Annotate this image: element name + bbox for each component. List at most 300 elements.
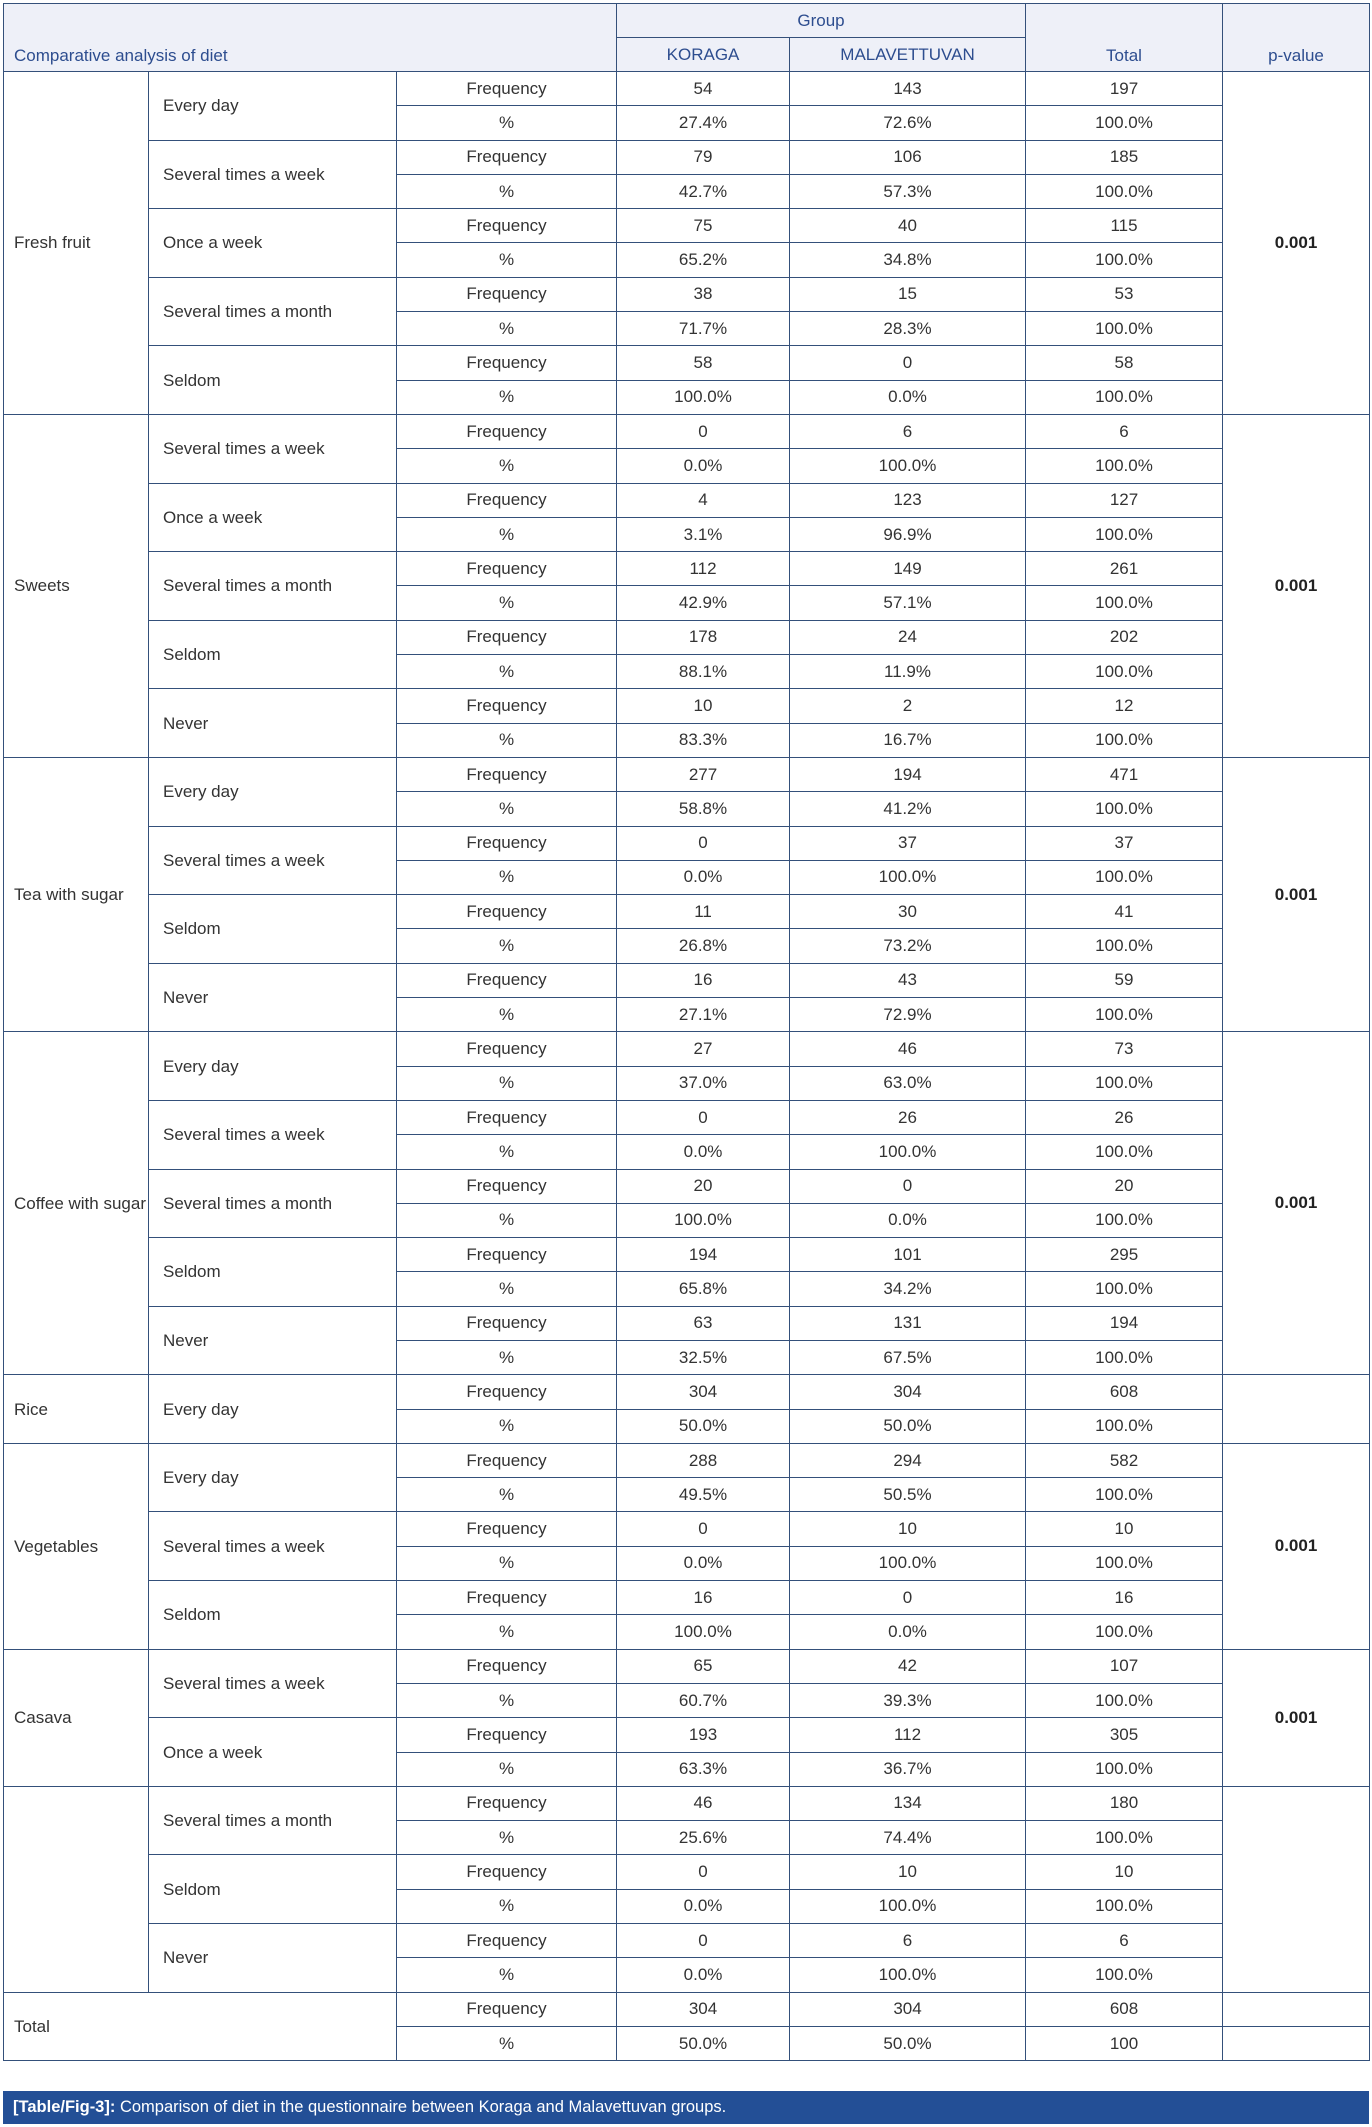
table-row bbox=[4, 72, 1370, 106]
stat-label-cell: Frequency bbox=[397, 1100, 617, 1134]
frequency-cell: Every day bbox=[149, 1375, 397, 1444]
malavettuvan-value: 73.2% bbox=[790, 929, 1026, 963]
malavettuvan-value: 10 bbox=[790, 1855, 1026, 1889]
malavettuvan-value: 50.5% bbox=[790, 1478, 1026, 1512]
total-value: 471 bbox=[1026, 757, 1223, 791]
stat-label-cell: Frequency bbox=[397, 209, 617, 243]
stat-label-cell: Frequency bbox=[397, 1032, 617, 1066]
total-value: 10 bbox=[1026, 1512, 1223, 1546]
total-value: 12 bbox=[1026, 689, 1223, 723]
diet-comparison-table-container bbox=[3, 3, 1369, 2061]
category-cell bbox=[4, 1786, 149, 1992]
malavettuvan-value: 100.0% bbox=[790, 860, 1026, 894]
koraga-value: 304 bbox=[617, 1375, 790, 1409]
category-cell: Sweets bbox=[4, 414, 149, 757]
koraga-value: 0.0% bbox=[617, 1546, 790, 1580]
koraga-value: 194 bbox=[617, 1238, 790, 1272]
malavettuvan-value: 16.7% bbox=[790, 723, 1026, 757]
malavettuvan-value: 100.0% bbox=[790, 1135, 1026, 1169]
koraga-value: 26.8% bbox=[617, 929, 790, 963]
total-value: 100.0% bbox=[1026, 655, 1223, 689]
total-value: 107 bbox=[1026, 1649, 1223, 1683]
koraga-value: 0 bbox=[617, 1512, 790, 1546]
total-value: 100.0% bbox=[1026, 1889, 1223, 1923]
stat-label-cell: Frequency bbox=[397, 826, 617, 860]
category-cell: Tea with sugar bbox=[4, 757, 149, 1031]
category-cell: Casava bbox=[4, 1649, 149, 1786]
koraga-value: 100.0% bbox=[617, 380, 790, 414]
category-cell: Coffee with sugar bbox=[4, 1032, 149, 1375]
koraga-value: 0 bbox=[617, 414, 790, 448]
table-row bbox=[4, 1649, 1370, 1683]
malavettuvan-value: 0.0% bbox=[790, 380, 1026, 414]
malavettuvan-value: 34.8% bbox=[790, 243, 1026, 277]
total-value: 100.0% bbox=[1026, 1958, 1223, 1992]
malavettuvan-value: 294 bbox=[790, 1443, 1026, 1477]
koraga-value: 65.8% bbox=[617, 1272, 790, 1306]
malavettuvan-value: 123 bbox=[790, 483, 1026, 517]
stat-label-cell: Frequency bbox=[397, 414, 617, 448]
table-row bbox=[4, 1512, 1370, 1546]
stat-label-cell: Frequency bbox=[397, 1649, 617, 1683]
stat-label-cell: % bbox=[397, 1272, 617, 1306]
caption-tag: [Table/Fig-3]: bbox=[13, 2098, 116, 2116]
malavettuvan-value: 96.9% bbox=[790, 517, 1026, 551]
p-value-cell bbox=[1223, 1375, 1370, 1444]
total-value: 100.0% bbox=[1026, 1683, 1223, 1717]
stat-label-cell: Frequency bbox=[397, 552, 617, 586]
frequency-cell: Seldom bbox=[149, 620, 397, 689]
table-row bbox=[4, 1375, 1370, 1409]
table-row bbox=[4, 689, 1370, 723]
malavettuvan-value: 11.9% bbox=[790, 655, 1026, 689]
malavettuvan-value: 72.9% bbox=[790, 998, 1026, 1032]
table-row bbox=[4, 757, 1370, 791]
table-row bbox=[4, 1581, 1370, 1615]
total-value: 41 bbox=[1026, 895, 1223, 929]
total-value: 16 bbox=[1026, 1581, 1223, 1615]
koraga-value: 288 bbox=[617, 1443, 790, 1477]
koraga-value: 37.0% bbox=[617, 1066, 790, 1100]
total-value: 10 bbox=[1026, 1855, 1223, 1889]
stat-label-cell: % bbox=[397, 449, 617, 483]
koraga-value: 178 bbox=[617, 620, 790, 654]
stat-label-cell: Frequency bbox=[397, 140, 617, 174]
total-value: 202 bbox=[1026, 620, 1223, 654]
stat-label-cell: Frequency bbox=[397, 1855, 617, 1889]
malavettuvan-value: 143 bbox=[790, 72, 1026, 106]
frequency-cell: Several times a week bbox=[149, 140, 397, 209]
malavettuvan-value: 131 bbox=[790, 1306, 1026, 1340]
table-row bbox=[4, 1924, 1370, 1958]
total-value: 100.0% bbox=[1026, 1752, 1223, 1786]
stat-label-cell: % bbox=[397, 1821, 617, 1855]
malavettuvan-value: 72.6% bbox=[790, 106, 1026, 140]
koraga-value: 58.8% bbox=[617, 792, 790, 826]
total-value: 59 bbox=[1026, 963, 1223, 997]
table-row bbox=[4, 1238, 1370, 1272]
malavettuvan-value: 42 bbox=[790, 1649, 1026, 1683]
malavettuvan-value: 100.0% bbox=[790, 1958, 1026, 1992]
malavettuvan-value: 2 bbox=[790, 689, 1026, 723]
total-value: 100.0% bbox=[1026, 1821, 1223, 1855]
malavettuvan-value: 40 bbox=[790, 209, 1026, 243]
koraga-value: 0.0% bbox=[617, 1889, 790, 1923]
stat-label-cell: % bbox=[397, 174, 617, 208]
total-value: 100.0% bbox=[1026, 586, 1223, 620]
stat-label-cell: % bbox=[397, 1478, 617, 1512]
total-value: 100.0% bbox=[1026, 1409, 1223, 1443]
koraga-value: 112 bbox=[617, 552, 790, 586]
koraga-value: 11 bbox=[617, 895, 790, 929]
malavettuvan-value: 134 bbox=[790, 1786, 1026, 1820]
table-row bbox=[4, 1786, 1370, 1820]
header-malavettuvan: MALAVETTUVAN bbox=[790, 38, 1026, 72]
koraga-value: 49.5% bbox=[617, 1478, 790, 1512]
table-row bbox=[4, 1718, 1370, 1752]
koraga-value: 75 bbox=[617, 209, 790, 243]
koraga-value: 4 bbox=[617, 483, 790, 517]
total-value: 37 bbox=[1026, 826, 1223, 860]
category-cell: Vegetables bbox=[4, 1443, 149, 1649]
p-value-cell bbox=[1223, 1992, 1370, 2026]
malavettuvan-value: 101 bbox=[790, 1238, 1026, 1272]
malavettuvan-value: 28.3% bbox=[790, 312, 1026, 346]
koraga-value: 32.5% bbox=[617, 1340, 790, 1374]
grand-total: 100 bbox=[1026, 2026, 1223, 2060]
stat-label-cell: % bbox=[397, 1546, 617, 1580]
table-row bbox=[4, 414, 1370, 448]
p-value-cell: 0.001 bbox=[1223, 72, 1370, 415]
stat-label-cell: % bbox=[397, 1340, 617, 1374]
stat-label-cell: Frequency bbox=[397, 483, 617, 517]
stat-label-cell: Frequency bbox=[397, 1375, 617, 1409]
total-value: 100.0% bbox=[1026, 380, 1223, 414]
stat-label-cell: % bbox=[397, 929, 617, 963]
malavettuvan-value: 112 bbox=[790, 1718, 1026, 1752]
stat-label-cell: % bbox=[397, 1409, 617, 1443]
malavettuvan-value: 100.0% bbox=[790, 1889, 1026, 1923]
koraga-value: 0 bbox=[617, 1855, 790, 1889]
malavettuvan-value: 46 bbox=[790, 1032, 1026, 1066]
koraga-value: 83.3% bbox=[617, 723, 790, 757]
total-value: 100.0% bbox=[1026, 1135, 1223, 1169]
koraga-value: 27.4% bbox=[617, 106, 790, 140]
total-value: 100.0% bbox=[1026, 723, 1223, 757]
stat-label-cell: % bbox=[397, 792, 617, 826]
koraga-value: 10 bbox=[617, 689, 790, 723]
total-value: 26 bbox=[1026, 1100, 1223, 1134]
p-value-cell: 0.001 bbox=[1223, 757, 1370, 1031]
koraga-value: 50.0% bbox=[617, 1409, 790, 1443]
frequency-cell: Several times a month bbox=[149, 552, 397, 621]
malavettuvan-value: 50.0% bbox=[790, 1409, 1026, 1443]
total-row bbox=[4, 1992, 1370, 2026]
koraga-value: 16 bbox=[617, 1581, 790, 1615]
total-value: 582 bbox=[1026, 1443, 1223, 1477]
total-value: 100.0% bbox=[1026, 860, 1223, 894]
koraga-value: 88.1% bbox=[617, 655, 790, 689]
total-value: 115 bbox=[1026, 209, 1223, 243]
total-label-cell: Total bbox=[4, 1992, 397, 2061]
koraga-value: 27.1% bbox=[617, 998, 790, 1032]
stat-label-cell: % bbox=[397, 106, 617, 140]
malavettuvan-value: 0 bbox=[790, 1581, 1026, 1615]
malavettuvan-value: 34.2% bbox=[790, 1272, 1026, 1306]
koraga-value: 193 bbox=[617, 1718, 790, 1752]
koraga-value: 71.7% bbox=[617, 312, 790, 346]
table-row bbox=[4, 620, 1370, 654]
malavettuvan-value: 100.0% bbox=[790, 1546, 1026, 1580]
table-row bbox=[4, 1032, 1370, 1066]
frequency-cell: Seldom bbox=[149, 895, 397, 964]
total-value: 20 bbox=[1026, 1169, 1223, 1203]
frequency-cell: Every day bbox=[149, 1443, 397, 1512]
malavettuvan-value: 0.0% bbox=[790, 1615, 1026, 1649]
koraga-value: 27 bbox=[617, 1032, 790, 1066]
frequency-cell: Seldom bbox=[149, 1238, 397, 1307]
malavettuvan-value: 67.5% bbox=[790, 1340, 1026, 1374]
malavettuvan-value: 0.0% bbox=[790, 1203, 1026, 1237]
total-value: 127 bbox=[1026, 483, 1223, 517]
koraga-value: 0.0% bbox=[617, 860, 790, 894]
stat-label-cell: % bbox=[397, 860, 617, 894]
stat-label-cell: Frequency bbox=[397, 1306, 617, 1340]
total-value: 295 bbox=[1026, 1238, 1223, 1272]
malavettuvan-value: 39.3% bbox=[790, 1683, 1026, 1717]
table-row bbox=[4, 209, 1370, 243]
koraga-value: 63 bbox=[617, 1306, 790, 1340]
category-cell: Rice bbox=[4, 1375, 149, 1444]
p-value-cell: 0.001 bbox=[1223, 1443, 1370, 1649]
koraga-value: 42.7% bbox=[617, 174, 790, 208]
frequency-cell: Several times a week bbox=[149, 1100, 397, 1169]
malavettuvan-value: 37 bbox=[790, 826, 1026, 860]
table-row bbox=[4, 552, 1370, 586]
koraga-value: 0 bbox=[617, 826, 790, 860]
koraga-value: 79 bbox=[617, 140, 790, 174]
total-value: 100.0% bbox=[1026, 1066, 1223, 1100]
stat-label-cell: % bbox=[397, 380, 617, 414]
koraga-value: 100.0% bbox=[617, 1203, 790, 1237]
koraga-value: 20 bbox=[617, 1169, 790, 1203]
total-value: 305 bbox=[1026, 1718, 1223, 1752]
frequency-cell: Never bbox=[149, 1306, 397, 1375]
table-caption bbox=[3, 2091, 1369, 2124]
table-row bbox=[4, 895, 1370, 929]
frequency-cell: Several times a month bbox=[149, 1169, 397, 1238]
p-value-cell bbox=[1223, 1786, 1370, 1992]
total-value: 58 bbox=[1026, 346, 1223, 380]
frequency-cell: Every day bbox=[149, 757, 397, 826]
frequency-cell: Several times a week bbox=[149, 414, 397, 483]
malavettuvan-value: 10 bbox=[790, 1512, 1026, 1546]
table-row bbox=[4, 140, 1370, 174]
stat-label-cell: % bbox=[397, 998, 617, 1032]
koraga-value: 0.0% bbox=[617, 1135, 790, 1169]
koraga-value: 58 bbox=[617, 346, 790, 380]
table-row bbox=[4, 346, 1370, 380]
category-cell: Fresh fruit bbox=[4, 72, 149, 415]
stat-label-cell: % bbox=[397, 2026, 617, 2060]
malavettuvan-value: 0 bbox=[790, 1169, 1026, 1203]
malavettuvan-total: 304 bbox=[790, 1992, 1026, 2026]
stat-label-cell: Frequency bbox=[397, 1786, 617, 1820]
stat-label-cell: Frequency bbox=[397, 1443, 617, 1477]
frequency-cell: Never bbox=[149, 1924, 397, 1993]
malavettuvan-value: 149 bbox=[790, 552, 1026, 586]
frequency-cell: Never bbox=[149, 689, 397, 758]
total-value: 197 bbox=[1026, 72, 1223, 106]
koraga-value: 60.7% bbox=[617, 1683, 790, 1717]
total-value: 100.0% bbox=[1026, 1546, 1223, 1580]
stat-label-cell: Frequency bbox=[397, 1992, 617, 2026]
total-value: 100.0% bbox=[1026, 106, 1223, 140]
total-value: 6 bbox=[1026, 414, 1223, 448]
total-value: 100.0% bbox=[1026, 517, 1223, 551]
table-row bbox=[4, 1306, 1370, 1340]
frequency-cell: Once a week bbox=[149, 1718, 397, 1787]
koraga-value: 277 bbox=[617, 757, 790, 791]
frequency-cell: Never bbox=[149, 963, 397, 1032]
stat-label-cell: % bbox=[397, 517, 617, 551]
stat-label-cell: Frequency bbox=[397, 1581, 617, 1615]
header-title: Comparative analysis of diet bbox=[4, 4, 617, 72]
koraga-value: 65.2% bbox=[617, 243, 790, 277]
stat-label-cell: % bbox=[397, 1752, 617, 1786]
malavettuvan-value: 106 bbox=[790, 140, 1026, 174]
total-value: 100.0% bbox=[1026, 929, 1223, 963]
koraga-value: 16 bbox=[617, 963, 790, 997]
koraga-value: 0.0% bbox=[617, 449, 790, 483]
malavettuvan-value: 304 bbox=[790, 1375, 1026, 1409]
table-row bbox=[4, 1169, 1370, 1203]
stat-label-cell: Frequency bbox=[397, 1238, 617, 1272]
frequency-cell: Seldom bbox=[149, 346, 397, 415]
frequency-cell: Once a week bbox=[149, 209, 397, 278]
total-value: 100.0% bbox=[1026, 243, 1223, 277]
total-value: 100.0% bbox=[1026, 1615, 1223, 1649]
stat-label-cell: Frequency bbox=[397, 1512, 617, 1546]
total-value: 180 bbox=[1026, 1786, 1223, 1820]
total-value: 100.0% bbox=[1026, 174, 1223, 208]
stat-label-cell: % bbox=[397, 312, 617, 346]
table-row bbox=[4, 826, 1370, 860]
koraga-value: 25.6% bbox=[617, 1821, 790, 1855]
stat-label-cell: % bbox=[397, 1958, 617, 1992]
malavettuvan-value: 194 bbox=[790, 757, 1026, 791]
stat-label-cell: Frequency bbox=[397, 963, 617, 997]
total-value: 73 bbox=[1026, 1032, 1223, 1066]
stat-label-cell: % bbox=[397, 1066, 617, 1100]
table-row bbox=[4, 483, 1370, 517]
frequency-cell: Several times a week bbox=[149, 1649, 397, 1718]
header-row-1 bbox=[4, 4, 1370, 38]
total-value: 100.0% bbox=[1026, 1478, 1223, 1512]
stat-label-cell: Frequency bbox=[397, 1924, 617, 1958]
total-value: 100.0% bbox=[1026, 998, 1223, 1032]
malavettuvan-value: 100.0% bbox=[790, 449, 1026, 483]
table-header bbox=[4, 4, 1370, 72]
stat-label-cell: % bbox=[397, 586, 617, 620]
frequency-cell: Seldom bbox=[149, 1855, 397, 1924]
total-value: 100.0% bbox=[1026, 792, 1223, 826]
malavettuvan-value: 6 bbox=[790, 414, 1026, 448]
stat-label-cell: % bbox=[397, 655, 617, 689]
header-koraga: KORAGA bbox=[617, 38, 790, 72]
frequency-cell: Every day bbox=[149, 1032, 397, 1101]
table-row bbox=[4, 1443, 1370, 1477]
malavettuvan-value: 24 bbox=[790, 620, 1026, 654]
stat-label-cell: % bbox=[397, 723, 617, 757]
total-value: 53 bbox=[1026, 277, 1223, 311]
malavettuvan-value: 30 bbox=[790, 895, 1026, 929]
total-value: 261 bbox=[1026, 552, 1223, 586]
stat-label-cell: % bbox=[397, 1889, 617, 1923]
malavettuvan-value: 6 bbox=[790, 1924, 1026, 1958]
stat-label-cell: Frequency bbox=[397, 620, 617, 654]
malavettuvan-value: 15 bbox=[790, 277, 1026, 311]
koraga-value: 63.3% bbox=[617, 1752, 790, 1786]
p-value-cell: 0.001 bbox=[1223, 1032, 1370, 1375]
malavettuvan-total: 50.0% bbox=[790, 2026, 1026, 2060]
malavettuvan-value: 57.1% bbox=[790, 586, 1026, 620]
p-value-cell: 0.001 bbox=[1223, 1649, 1370, 1786]
frequency-cell: Several times a week bbox=[149, 1512, 397, 1581]
frequency-cell: Several times a week bbox=[149, 826, 397, 895]
frequency-cell: Once a week bbox=[149, 483, 397, 552]
header-group: Group bbox=[617, 4, 1026, 38]
frequency-cell: Several times a month bbox=[149, 1786, 397, 1855]
stat-label-cell: % bbox=[397, 1203, 617, 1237]
table-row bbox=[4, 963, 1370, 997]
total-value: 100.0% bbox=[1026, 1340, 1223, 1374]
stat-label-cell: Frequency bbox=[397, 1718, 617, 1752]
table-row bbox=[4, 1855, 1370, 1889]
koraga-value: 0.0% bbox=[617, 1958, 790, 1992]
p-value-cell: 0.001 bbox=[1223, 414, 1370, 757]
stat-label-cell: Frequency bbox=[397, 689, 617, 723]
malavettuvan-value: 57.3% bbox=[790, 174, 1026, 208]
stat-label-cell: % bbox=[397, 243, 617, 277]
malavettuvan-value: 74.4% bbox=[790, 1821, 1026, 1855]
stat-label-cell: Frequency bbox=[397, 757, 617, 791]
koraga-value: 38 bbox=[617, 277, 790, 311]
table-body bbox=[4, 72, 1370, 2061]
grand-total: 608 bbox=[1026, 1992, 1223, 2026]
malavettuvan-value: 41.2% bbox=[790, 792, 1026, 826]
koraga-value: 0 bbox=[617, 1924, 790, 1958]
malavettuvan-value: 0 bbox=[790, 346, 1026, 380]
stat-label-cell: Frequency bbox=[397, 277, 617, 311]
koraga-value: 65 bbox=[617, 1649, 790, 1683]
koraga-value: 46 bbox=[617, 1786, 790, 1820]
koraga-value: 100.0% bbox=[617, 1615, 790, 1649]
total-value: 194 bbox=[1026, 1306, 1223, 1340]
malavettuvan-value: 26 bbox=[790, 1100, 1026, 1134]
table-row bbox=[4, 1100, 1370, 1134]
total-value: 100.0% bbox=[1026, 312, 1223, 346]
frequency-cell: Several times a month bbox=[149, 277, 397, 346]
total-value: 100.0% bbox=[1026, 1203, 1223, 1237]
caption-text: Comparison of diet in the questionnaire between Koraga and Malavettuvan groups. bbox=[115, 2098, 727, 2116]
table-row bbox=[4, 277, 1370, 311]
koraga-value: 3.1% bbox=[617, 517, 790, 551]
stat-label-cell: Frequency bbox=[397, 1169, 617, 1203]
frequency-cell: Every day bbox=[149, 72, 397, 141]
header-total: Total bbox=[1026, 4, 1223, 72]
frequency-cell: Seldom bbox=[149, 1581, 397, 1650]
